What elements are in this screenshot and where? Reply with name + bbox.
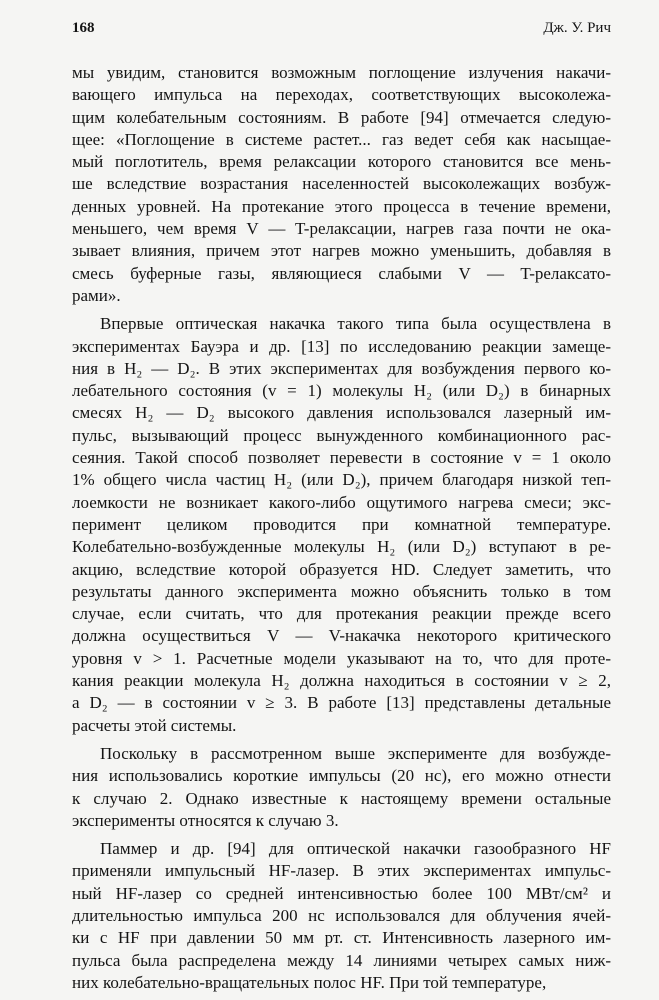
text-line: денных уровней. На протекание этого процесса в течение времени, [72, 196, 611, 216]
text-line: мый поглотитель, время релаксации которого становится все мень- [72, 152, 611, 172]
text-line: вающего импульса на переходах, соответствующих высоколежа- [72, 85, 611, 105]
text-line: случае, если считать, что для протекания реакции прежде всего [72, 604, 611, 624]
text-line: щим колебательным состояниям. В работе [94] отмечается следую- [72, 107, 611, 127]
text-line: ки с HF при давлении 50 мм рт. ст. Интенсивность лазерного им- [72, 928, 611, 948]
text-line: ния в H₂ — D₂. В этих экспериментах для возбуждения первого ко- [72, 358, 611, 378]
text-line: Впервые оптическая накачка такого типа была осуществлена в [100, 314, 611, 334]
page-number: 168 [72, 20, 95, 36]
text-line: ния использовались короткие импульсы (20 нс), его можно отнести [72, 766, 611, 786]
text-line: а D₂ — в состоянии v ≥ 3. В работе [13] представлены детальные [72, 693, 611, 713]
text-line: результаты данного эксперимента можно объяснить только в том [72, 581, 611, 601]
text-line: сеяния. Такой способ позволяет перевести в состояние v = 1 около [72, 448, 611, 468]
text-line: смесях H₂ — D₂ высокого давления использовался лазерный им- [72, 403, 611, 423]
text-line: акцию, вследствие которой образуется HD. Следует заметить, что [72, 559, 611, 579]
text-line: них колебательно-вращательных полос HF. При той температуре, [72, 972, 547, 992]
running-head: Дж. У. Рич [543, 20, 611, 36]
paragraph [72, 838, 611, 994]
body-text [72, 62, 611, 994]
text-line: перимент целиком проводится при комнатной температуре. [72, 514, 611, 534]
text-line: смесь буферные газы, являющиеся слабыми V — T-релаксато- [72, 263, 611, 283]
text-line: ше вследствие возрастания населенностей высоколежащих возбуж- [72, 174, 611, 194]
text-line: рами». [72, 285, 121, 305]
text-line: мы увидим, становится возможным поглощение излучения накачи- [72, 63, 611, 82]
text-line: длительностью импульса 200 нс использовался для облучения ячей- [72, 905, 611, 925]
text-line: меньшего, чем время V — T-релаксации, нагрев газа почти не ока- [72, 219, 611, 239]
text-line: расчеты этой системы. [72, 715, 237, 735]
text-line: экспериментах Бауэра и др. [13] по исследованию реакции замеще- [72, 336, 611, 356]
paragraph [72, 743, 611, 832]
text-line: Колебательно-возбужденные молекулы H₂ (или D₂) вступают в ре- [72, 537, 611, 557]
text-line: должна осуществиться V — V-накачка некоторого критического [72, 626, 611, 646]
text-line: кания реакции молекула H₂ должна находиться в состоянии v ≥ 2, [72, 671, 611, 691]
text-line: пульс, вызывающий процесс вынужденного комбинационного рас- [72, 425, 611, 445]
text-line: к случаю 2. Однако известные к настоящему времени остальные [72, 788, 611, 808]
page-header [72, 20, 611, 44]
text-line: ный HF-лазер со средней интенсивностью более 100 МВт/см² и [72, 883, 611, 903]
paragraph [72, 313, 611, 737]
text-line: 1% общего числа частиц H₂ (или D₂), причем благодаря низкой теп- [72, 470, 611, 490]
text-line: уровня v > 1. Расчетные модели указывают на то, что для проте- [72, 648, 611, 668]
text-line: зывает влияния, причем этот нагрев можно уменьшить, добавляя в [72, 241, 611, 261]
text-line: пульса была распределена между 14 линиями четырех самых ниж- [72, 950, 611, 970]
paragraph [72, 62, 611, 307]
text-line: эксперименты относятся к случаю 3. [72, 810, 339, 830]
text-line: щее: «Поглощение в системе растет... газ ведет себя как насыщае- [72, 129, 611, 149]
text-line: лебательного состояния (v = 1) молекулы H₂ (или D₂) в бинарных [72, 381, 611, 401]
text-line: применяли импульсный HF-лазер. В этих экспериментах импульс- [72, 861, 611, 881]
text-line: Поскольку в рассмотренном выше эксперименте для возбужде- [100, 743, 611, 763]
text-line: лоемкости не возникает какого-либо ощутимого нагрева смеси; экс- [72, 492, 611, 512]
text-line: Паммер и др. [94] для оптической накачки газообразного HF [100, 839, 611, 859]
